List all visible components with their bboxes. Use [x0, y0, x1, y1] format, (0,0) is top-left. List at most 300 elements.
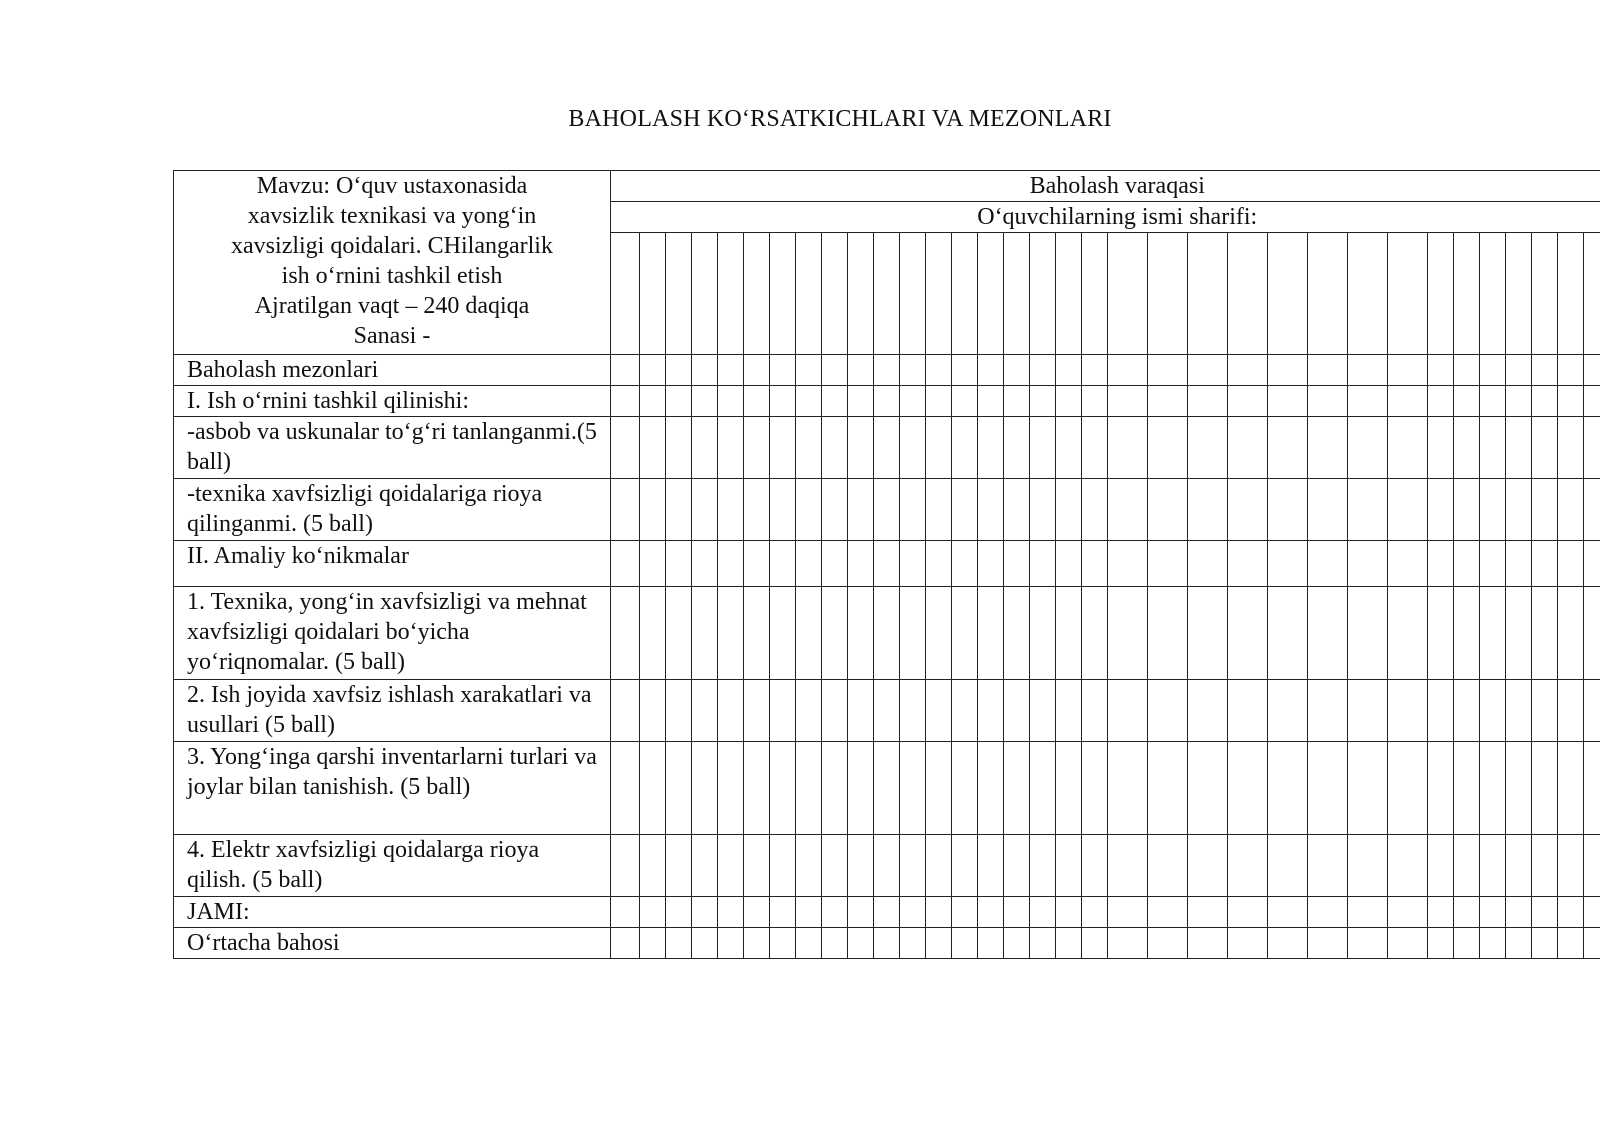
grade-cell[interactable]	[611, 541, 640, 587]
student-name-cell[interactable]	[1348, 233, 1388, 355]
grade-cell[interactable]	[744, 897, 770, 928]
grade-cell[interactable]	[1480, 417, 1506, 479]
grade-cell[interactable]	[666, 928, 692, 959]
grade-cell[interactable]	[611, 417, 640, 479]
grade-cell[interactable]	[692, 928, 718, 959]
grade-cell[interactable]	[874, 417, 900, 479]
grade-cell[interactable]	[1506, 587, 1532, 680]
grade-cell[interactable]	[1004, 417, 1030, 479]
grade-cell[interactable]	[1388, 541, 1428, 587]
student-name-cell[interactable]	[926, 233, 952, 355]
grade-cell[interactable]	[640, 386, 666, 417]
grade-cell[interactable]	[1584, 897, 1600, 928]
grade-cell[interactable]	[1148, 742, 1188, 835]
grade-cell[interactable]	[718, 479, 744, 541]
grade-cell[interactable]	[1506, 355, 1532, 386]
grade-cell[interactable]	[874, 587, 900, 680]
grade-cell[interactable]	[1584, 355, 1600, 386]
grade-cell[interactable]	[1308, 680, 1348, 742]
grade-cell[interactable]	[640, 479, 666, 541]
student-name-cell[interactable]	[900, 233, 926, 355]
grade-cell[interactable]	[822, 541, 848, 587]
grade-cell[interactable]	[796, 680, 822, 742]
grade-cell[interactable]	[1004, 541, 1030, 587]
grade-cell[interactable]	[666, 541, 692, 587]
grade-cell[interactable]	[718, 541, 744, 587]
grade-cell[interactable]	[926, 680, 952, 742]
student-name-cell[interactable]	[1082, 233, 1108, 355]
grade-cell[interactable]	[1228, 587, 1268, 680]
grade-cell[interactable]	[1056, 417, 1082, 479]
student-name-cell[interactable]	[640, 233, 666, 355]
grade-cell[interactable]	[692, 541, 718, 587]
grade-cell[interactable]	[1188, 742, 1228, 835]
grade-cell[interactable]	[978, 479, 1004, 541]
grade-cell[interactable]	[796, 355, 822, 386]
grade-cell[interactable]	[1506, 897, 1532, 928]
grade-cell[interactable]	[1532, 928, 1558, 959]
grade-cell[interactable]	[1108, 386, 1148, 417]
grade-cell[interactable]	[666, 587, 692, 680]
grade-cell[interactable]	[718, 587, 744, 680]
grade-cell[interactable]	[1308, 386, 1348, 417]
grade-cell[interactable]	[770, 928, 796, 959]
grade-cell[interactable]	[692, 742, 718, 835]
grade-cell[interactable]	[1532, 479, 1558, 541]
student-name-cell[interactable]	[1056, 233, 1082, 355]
grade-cell[interactable]	[822, 587, 848, 680]
grade-cell[interactable]	[1348, 587, 1388, 680]
student-name-cell[interactable]	[770, 233, 796, 355]
grade-cell[interactable]	[1188, 541, 1228, 587]
grade-cell[interactable]	[1480, 587, 1506, 680]
grade-cell[interactable]	[1268, 835, 1308, 897]
grade-cell[interactable]	[926, 742, 952, 835]
grade-cell[interactable]	[874, 835, 900, 897]
grade-cell[interactable]	[900, 417, 926, 479]
grade-cell[interactable]	[1030, 928, 1056, 959]
grade-cell[interactable]	[1584, 742, 1600, 835]
grade-cell[interactable]	[1348, 355, 1388, 386]
student-name-cell[interactable]	[1428, 233, 1454, 355]
grade-cell[interactable]	[1148, 587, 1188, 680]
grade-cell[interactable]	[1082, 386, 1108, 417]
grade-cell[interactable]	[1454, 417, 1480, 479]
grade-cell[interactable]	[822, 928, 848, 959]
grade-cell[interactable]	[666, 479, 692, 541]
grade-cell[interactable]	[640, 541, 666, 587]
grade-cell[interactable]	[1056, 742, 1082, 835]
student-name-cell[interactable]	[1584, 233, 1600, 355]
grade-cell[interactable]	[978, 355, 1004, 386]
grade-cell[interactable]	[848, 680, 874, 742]
grade-cell[interactable]	[1454, 742, 1480, 835]
grade-cell[interactable]	[822, 479, 848, 541]
grade-cell[interactable]	[1532, 417, 1558, 479]
grade-cell[interactable]	[718, 742, 744, 835]
grade-cell[interactable]	[1056, 835, 1082, 897]
grade-cell[interactable]	[874, 742, 900, 835]
grade-cell[interactable]	[926, 835, 952, 897]
grade-cell[interactable]	[1388, 897, 1428, 928]
grade-cell[interactable]	[952, 541, 978, 587]
grade-cell[interactable]	[978, 928, 1004, 959]
grade-cell[interactable]	[1030, 386, 1056, 417]
grade-cell[interactable]	[1004, 742, 1030, 835]
grade-cell[interactable]	[744, 355, 770, 386]
grade-cell[interactable]	[978, 680, 1004, 742]
grade-cell[interactable]	[1454, 587, 1480, 680]
grade-cell[interactable]	[1308, 928, 1348, 959]
student-name-cell[interactable]	[718, 233, 744, 355]
grade-cell[interactable]	[1558, 541, 1584, 587]
grade-cell[interactable]	[900, 355, 926, 386]
grade-cell[interactable]	[666, 897, 692, 928]
grade-cell[interactable]	[1188, 835, 1228, 897]
grade-cell[interactable]	[1428, 680, 1454, 742]
grade-cell[interactable]	[1188, 355, 1228, 386]
grade-cell[interactable]	[1082, 897, 1108, 928]
grade-cell[interactable]	[1188, 680, 1228, 742]
grade-cell[interactable]	[1532, 587, 1558, 680]
grade-cell[interactable]	[1558, 835, 1584, 897]
grade-cell[interactable]	[1108, 541, 1148, 587]
grade-cell[interactable]	[718, 680, 744, 742]
grade-cell[interactable]	[692, 386, 718, 417]
grade-cell[interactable]	[978, 897, 1004, 928]
grade-cell[interactable]	[1388, 928, 1428, 959]
grade-cell[interactable]	[1480, 928, 1506, 959]
grade-cell[interactable]	[1148, 835, 1188, 897]
grade-cell[interactable]	[1584, 928, 1600, 959]
grade-cell[interactable]	[1388, 386, 1428, 417]
grade-cell[interactable]	[848, 928, 874, 959]
grade-cell[interactable]	[822, 897, 848, 928]
grade-cell[interactable]	[796, 541, 822, 587]
grade-cell[interactable]	[926, 479, 952, 541]
grade-cell[interactable]	[874, 386, 900, 417]
grade-cell[interactable]	[692, 587, 718, 680]
grade-cell[interactable]	[1428, 386, 1454, 417]
grade-cell[interactable]	[1558, 680, 1584, 742]
grade-cell[interactable]	[1004, 386, 1030, 417]
grade-cell[interactable]	[1268, 417, 1308, 479]
grade-cell[interactable]	[1480, 680, 1506, 742]
grade-cell[interactable]	[1506, 835, 1532, 897]
grade-cell[interactable]	[1030, 355, 1056, 386]
grade-cell[interactable]	[1030, 417, 1056, 479]
grade-cell[interactable]	[1584, 587, 1600, 680]
grade-cell[interactable]	[1228, 541, 1268, 587]
grade-cell[interactable]	[1308, 417, 1348, 479]
grade-cell[interactable]	[1056, 928, 1082, 959]
grade-cell[interactable]	[1056, 355, 1082, 386]
grade-cell[interactable]	[744, 479, 770, 541]
grade-cell[interactable]	[1228, 680, 1268, 742]
grade-cell[interactable]	[1480, 835, 1506, 897]
grade-cell[interactable]	[1532, 680, 1558, 742]
grade-cell[interactable]	[874, 479, 900, 541]
grade-cell[interactable]	[978, 835, 1004, 897]
grade-cell[interactable]	[692, 835, 718, 897]
grade-cell[interactable]	[848, 417, 874, 479]
student-name-cell[interactable]	[1388, 233, 1428, 355]
grade-cell[interactable]	[1348, 928, 1388, 959]
grade-cell[interactable]	[744, 680, 770, 742]
grade-cell[interactable]	[1428, 417, 1454, 479]
student-name-cell[interactable]	[1004, 233, 1030, 355]
grade-cell[interactable]	[718, 386, 744, 417]
grade-cell[interactable]	[1480, 479, 1506, 541]
grade-cell[interactable]	[1308, 897, 1348, 928]
student-name-cell[interactable]	[1532, 233, 1558, 355]
grade-cell[interactable]	[611, 587, 640, 680]
grade-cell[interactable]	[1004, 587, 1030, 680]
grade-cell[interactable]	[952, 355, 978, 386]
grade-cell[interactable]	[1228, 355, 1268, 386]
grade-cell[interactable]	[1428, 835, 1454, 897]
grade-cell[interactable]	[796, 742, 822, 835]
grade-cell[interactable]	[1056, 541, 1082, 587]
grade-cell[interactable]	[1388, 587, 1428, 680]
grade-cell[interactable]	[1228, 897, 1268, 928]
grade-cell[interactable]	[1108, 897, 1148, 928]
grade-cell[interactable]	[1148, 541, 1188, 587]
grade-cell[interactable]	[1056, 587, 1082, 680]
grade-cell[interactable]	[1108, 928, 1148, 959]
student-name-cell[interactable]	[822, 233, 848, 355]
grade-cell[interactable]	[900, 386, 926, 417]
grade-cell[interactable]	[770, 386, 796, 417]
grade-cell[interactable]	[1584, 680, 1600, 742]
student-name-cell[interactable]	[1030, 233, 1056, 355]
grade-cell[interactable]	[1388, 835, 1428, 897]
grade-cell[interactable]	[900, 897, 926, 928]
grade-cell[interactable]	[1004, 355, 1030, 386]
grade-cell[interactable]	[1228, 479, 1268, 541]
grade-cell[interactable]	[1268, 355, 1308, 386]
grade-cell[interactable]	[1558, 928, 1584, 959]
grade-cell[interactable]	[1454, 541, 1480, 587]
grade-cell[interactable]	[692, 355, 718, 386]
grade-cell[interactable]	[744, 386, 770, 417]
grade-cell[interactable]	[1428, 897, 1454, 928]
grade-cell[interactable]	[1506, 479, 1532, 541]
grade-cell[interactable]	[1108, 680, 1148, 742]
grade-cell[interactable]	[1348, 897, 1388, 928]
grade-cell[interactable]	[1030, 742, 1056, 835]
grade-cell[interactable]	[744, 742, 770, 835]
grade-cell[interactable]	[1558, 587, 1584, 680]
grade-cell[interactable]	[718, 355, 744, 386]
grade-cell[interactable]	[1308, 835, 1348, 897]
grade-cell[interactable]	[611, 355, 640, 386]
grade-cell[interactable]	[1454, 680, 1480, 742]
grade-cell[interactable]	[1480, 386, 1506, 417]
student-name-cell[interactable]	[1454, 233, 1480, 355]
grade-cell[interactable]	[926, 417, 952, 479]
grade-cell[interactable]	[1308, 541, 1348, 587]
grade-cell[interactable]	[1268, 541, 1308, 587]
grade-cell[interactable]	[1428, 355, 1454, 386]
grade-cell[interactable]	[796, 386, 822, 417]
grade-cell[interactable]	[848, 479, 874, 541]
grade-cell[interactable]	[1480, 541, 1506, 587]
grade-cell[interactable]	[1506, 680, 1532, 742]
grade-cell[interactable]	[1428, 479, 1454, 541]
student-name-cell[interactable]	[1506, 233, 1532, 355]
grade-cell[interactable]	[1388, 479, 1428, 541]
grade-cell[interactable]	[692, 417, 718, 479]
grade-cell[interactable]	[1308, 742, 1348, 835]
grade-cell[interactable]	[1506, 417, 1532, 479]
grade-cell[interactable]	[666, 835, 692, 897]
grade-cell[interactable]	[666, 680, 692, 742]
grade-cell[interactable]	[926, 386, 952, 417]
grade-cell[interactable]	[1268, 479, 1308, 541]
grade-cell[interactable]	[1506, 742, 1532, 835]
grade-cell[interactable]	[770, 587, 796, 680]
grade-cell[interactable]	[1558, 742, 1584, 835]
grade-cell[interactable]	[1108, 835, 1148, 897]
grade-cell[interactable]	[1454, 928, 1480, 959]
grade-cell[interactable]	[1148, 680, 1188, 742]
grade-cell[interactable]	[796, 479, 822, 541]
grade-cell[interactable]	[1148, 479, 1188, 541]
grade-cell[interactable]	[822, 417, 848, 479]
grade-cell[interactable]	[848, 897, 874, 928]
grade-cell[interactable]	[770, 479, 796, 541]
grade-cell[interactable]	[874, 680, 900, 742]
grade-cell[interactable]	[1082, 742, 1108, 835]
grade-cell[interactable]	[978, 386, 1004, 417]
grade-cell[interactable]	[1584, 835, 1600, 897]
grade-cell[interactable]	[1348, 417, 1388, 479]
grade-cell[interactable]	[611, 928, 640, 959]
grade-cell[interactable]	[926, 928, 952, 959]
grade-cell[interactable]	[1428, 587, 1454, 680]
grade-cell[interactable]	[1348, 386, 1388, 417]
grade-cell[interactable]	[1188, 587, 1228, 680]
grade-cell[interactable]	[1082, 355, 1108, 386]
grade-cell[interactable]	[1188, 417, 1228, 479]
grade-cell[interactable]	[1268, 386, 1308, 417]
grade-cell[interactable]	[770, 541, 796, 587]
grade-cell[interactable]	[952, 417, 978, 479]
grade-cell[interactable]	[926, 587, 952, 680]
grade-cell[interactable]	[770, 355, 796, 386]
grade-cell[interactable]	[1506, 386, 1532, 417]
grade-cell[interactable]	[822, 835, 848, 897]
grade-cell[interactable]	[611, 897, 640, 928]
grade-cell[interactable]	[1388, 355, 1428, 386]
grade-cell[interactable]	[640, 680, 666, 742]
grade-cell[interactable]	[640, 897, 666, 928]
grade-cell[interactable]	[1532, 742, 1558, 835]
grade-cell[interactable]	[1558, 417, 1584, 479]
grade-cell[interactable]	[952, 680, 978, 742]
grade-cell[interactable]	[1228, 386, 1268, 417]
grade-cell[interactable]	[978, 541, 1004, 587]
grade-cell[interactable]	[1108, 742, 1148, 835]
grade-cell[interactable]	[1004, 680, 1030, 742]
grade-cell[interactable]	[1030, 479, 1056, 541]
grade-cell[interactable]	[1188, 479, 1228, 541]
student-name-cell[interactable]	[1108, 233, 1148, 355]
grade-cell[interactable]	[692, 897, 718, 928]
grade-cell[interactable]	[718, 928, 744, 959]
student-name-cell[interactable]	[611, 233, 640, 355]
grade-cell[interactable]	[926, 541, 952, 587]
student-name-cell[interactable]	[1268, 233, 1308, 355]
grade-cell[interactable]	[1188, 897, 1228, 928]
grade-cell[interactable]	[1082, 835, 1108, 897]
grade-cell[interactable]	[1454, 386, 1480, 417]
grade-cell[interactable]	[1480, 897, 1506, 928]
grade-cell[interactable]	[900, 928, 926, 959]
grade-cell[interactable]	[1428, 742, 1454, 835]
grade-cell[interactable]	[1268, 928, 1308, 959]
grade-cell[interactable]	[1030, 835, 1056, 897]
grade-cell[interactable]	[848, 355, 874, 386]
grade-cell[interactable]	[1228, 928, 1268, 959]
student-name-cell[interactable]	[1148, 233, 1188, 355]
grade-cell[interactable]	[1030, 897, 1056, 928]
grade-cell[interactable]	[640, 742, 666, 835]
grade-cell[interactable]	[1004, 897, 1030, 928]
grade-cell[interactable]	[796, 587, 822, 680]
grade-cell[interactable]	[1082, 587, 1108, 680]
grade-cell[interactable]	[744, 541, 770, 587]
grade-cell[interactable]	[718, 835, 744, 897]
grade-cell[interactable]	[1428, 928, 1454, 959]
grade-cell[interactable]	[952, 897, 978, 928]
grade-cell[interactable]	[1148, 355, 1188, 386]
grade-cell[interactable]	[640, 835, 666, 897]
grade-cell[interactable]	[611, 479, 640, 541]
student-name-cell[interactable]	[848, 233, 874, 355]
grade-cell[interactable]	[1308, 587, 1348, 680]
grade-cell[interactable]	[1388, 417, 1428, 479]
grade-cell[interactable]	[874, 928, 900, 959]
grade-cell[interactable]	[822, 386, 848, 417]
grade-cell[interactable]	[1188, 386, 1228, 417]
grade-cell[interactable]	[848, 587, 874, 680]
grade-cell[interactable]	[952, 479, 978, 541]
grade-cell[interactable]	[1148, 386, 1188, 417]
grade-cell[interactable]	[900, 835, 926, 897]
grade-cell[interactable]	[1532, 835, 1558, 897]
student-name-cell[interactable]	[874, 233, 900, 355]
grade-cell[interactable]	[1108, 587, 1148, 680]
grade-cell[interactable]	[1480, 355, 1506, 386]
grade-cell[interactable]	[1228, 742, 1268, 835]
grade-cell[interactable]	[900, 541, 926, 587]
grade-cell[interactable]	[1268, 742, 1308, 835]
grade-cell[interactable]	[952, 928, 978, 959]
grade-cell[interactable]	[796, 835, 822, 897]
grade-cell[interactable]	[611, 742, 640, 835]
grade-cell[interactable]	[770, 742, 796, 835]
grade-cell[interactable]	[1082, 680, 1108, 742]
grade-cell[interactable]	[611, 386, 640, 417]
grade-cell[interactable]	[1148, 928, 1188, 959]
grade-cell[interactable]	[1506, 541, 1532, 587]
grade-cell[interactable]	[874, 541, 900, 587]
grade-cell[interactable]	[848, 541, 874, 587]
grade-cell[interactable]	[1308, 355, 1348, 386]
grade-cell[interactable]	[1030, 541, 1056, 587]
